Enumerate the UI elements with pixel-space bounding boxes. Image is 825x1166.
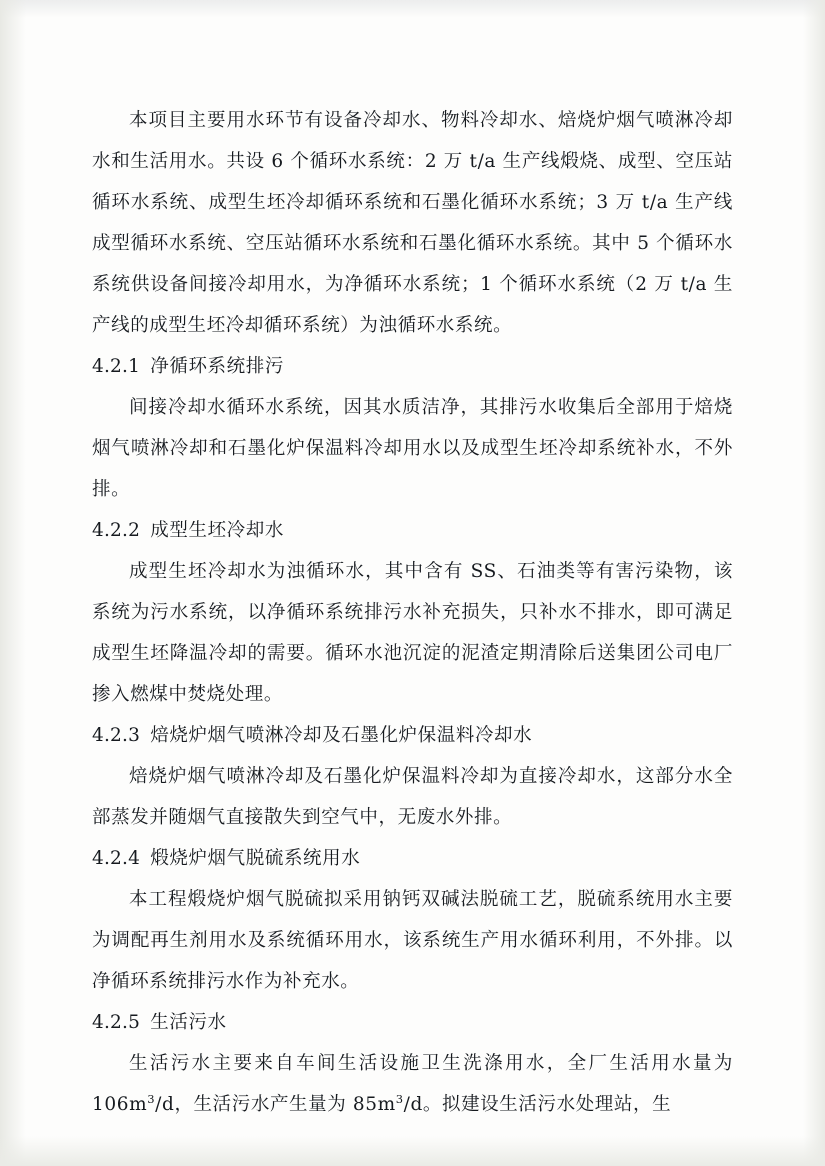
document-body [92, 100, 733, 1125]
heading-4-2-3 [92, 715, 733, 756]
paragraph-4-2-1: 间接冷却水循环水系统，因其水质洁净，其排污水收集后全部用于焙烧烟气喷淋冷却和石墨化炉保温料冷却用水以及成型生坯冷却系统补水，不外排。 [92, 397, 733, 500]
paragraph-4-2-3: 焙烧炉烟气喷淋冷却及石墨化炉保温料冷却为直接冷却水，这部分水全部蒸发并随烟气直接散失到空气中，无废水外排。 [92, 766, 733, 828]
paragraph-text: 生活污水主要来自车间生活设施卫生洗涤用水，全厂生活用水量为 106m [92, 1053, 733, 1115]
heading-4-2-5 [92, 1002, 733, 1043]
heading-title: 生活污水 [150, 1012, 227, 1033]
heading-title: 焙烧炉烟气喷淋冷却及石墨化炉保温料冷却水 [150, 725, 533, 746]
heading-title: 净循环系统排污 [150, 356, 284, 377]
paragraph-4-2-2: 成型生坯冷却水为浊循环水，其中含有 SS、石油类等有害污染物，该系统为污水系统，以净循环系统排污水补充损失，只补水不排水，即可满足成型生坯降温冷却的需要。循环水池沉淀的泥渣定期清除后送集团公司电厂掺入燃煤中焚烧处理。 [92, 561, 733, 705]
heading-title: 煅烧炉烟气脱硫系统用水 [150, 848, 361, 869]
heading-number: 4.2.5 [92, 1012, 141, 1033]
heading-4-2-1 [92, 346, 733, 387]
page-edge-shadow-top [0, 0, 825, 18]
paragraph-4-2-5 [92, 1043, 733, 1125]
heading-number: 4.2.4 [92, 848, 141, 869]
paragraph-text: /d，生活污水产生量为 85m [155, 1094, 396, 1115]
page-edge-shadow-right [803, 0, 825, 1166]
paragraph-text: /d。拟建设生活污水处理站，生 [403, 1094, 672, 1115]
superscript-text: 3 [395, 1091, 404, 1106]
heading-number: 4.2.3 [92, 725, 141, 746]
heading-title: 成型生坯冷却水 [150, 520, 284, 541]
page-edge-shadow-left [0, 0, 26, 1166]
heading-number: 4.2.2 [92, 520, 141, 541]
heading-4-2-2 [92, 510, 733, 551]
heading-4-2-4 [92, 838, 733, 879]
heading-number: 4.2.1 [92, 356, 141, 377]
paragraph-intro: 本项目主要用水环节有设备冷却水、物料冷却水、焙烧炉烟气喷淋冷却水和生活用水。共设 6 个循环水系统：2 万 t/a 生产线煅烧、成型、空压站循环水系统、成型生坯冷却循环系统和石墨化循环水系统；3 万 t/a 生产线成型循环水系统、空压站循环水系统和石墨化循环水系统。其中 5 个循环水系统供设备间接冷却用水，为净循环水系统；1 个循环水系统（2 万 t/a 生产线的成型生坯冷却循环系统）为浊循环水系统。 [92, 110, 733, 336]
paragraph-4-2-4: 本工程煅烧炉烟气脱硫拟采用钠钙双碱法脱硫工艺，脱硫系统用水主要为调配再生剂用水及系统循环用水，该系统生产用水循环利用，不外排。以净循环系统排污水作为补充水。 [92, 889, 733, 992]
superscript-text: 3 [147, 1091, 156, 1106]
page-edge-shadow-bottom [0, 1136, 825, 1166]
